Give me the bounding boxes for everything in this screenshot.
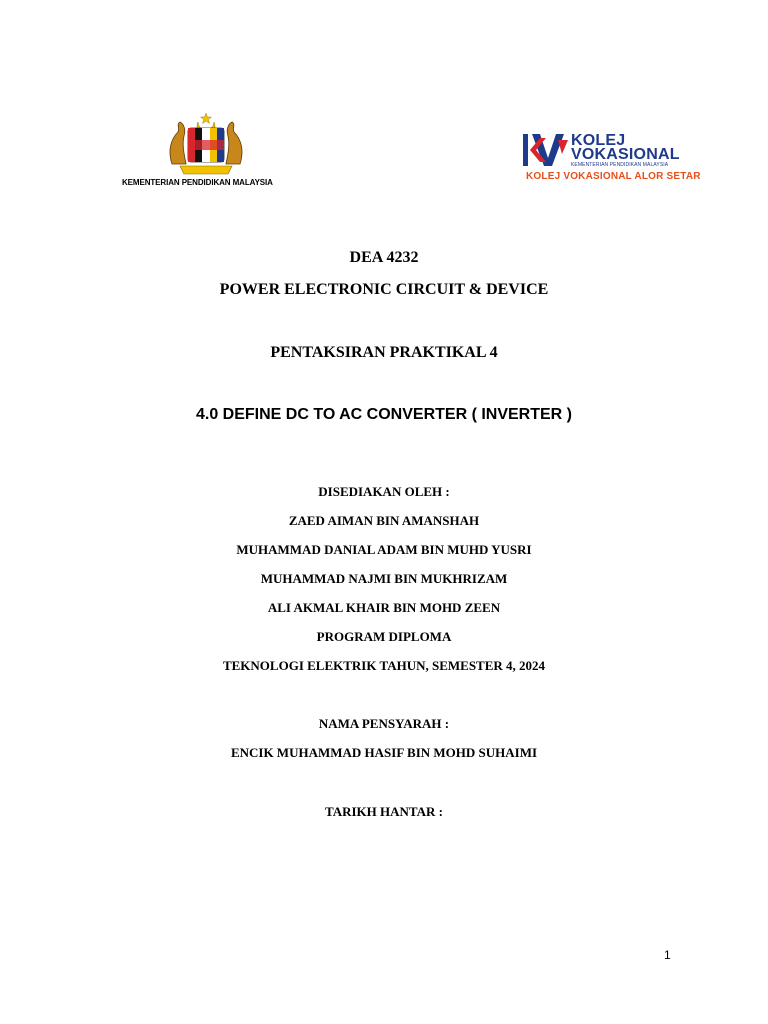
coat-of-arms-icon xyxy=(162,112,250,176)
course-name: POWER ELECTRONIC CIRCUIT & DEVICE xyxy=(219,281,549,298)
program-details: TEKNOLOGI ELEKTRIK TAHUN, SEMESTER 4, 2024 xyxy=(222,658,546,673)
member-name: ALI AKMAL KHAIR BIN MOHD ZEEN xyxy=(267,600,501,615)
course-code: DEA 4232 xyxy=(349,249,419,266)
lecturer-heading: NAMA PENSYARAH : xyxy=(318,716,450,731)
assessment-title: PENTAKSIRAN PRAKTIKAL 4 xyxy=(270,344,498,361)
ministry-caption: KEMENTERIAN PENDIDIKAN MALAYSIA xyxy=(122,178,273,187)
member-name: MUHAMMAD NAJMI BIN MUKHRIZAM xyxy=(260,571,508,586)
program-name: PROGRAM DIPLOMA xyxy=(316,629,452,644)
member-name: ZAED AIMAN BIN AMANSHAH xyxy=(288,513,480,528)
ministry-logo xyxy=(122,112,292,192)
topic-title: 4.0 DEFINE DC TO AC CONVERTER ( INVERTER ) xyxy=(195,406,573,423)
kv-campus-name: KOLEJ VOKASIONAL ALOR SETAR xyxy=(526,171,701,182)
submission-date-heading: TARIKH HANTAR : xyxy=(325,804,443,819)
kv-mark-icon xyxy=(522,132,570,168)
kv-brand-line-1: KOLEJ xyxy=(571,132,626,149)
prepared-by-heading: DISEDIAKAN OLEH : xyxy=(318,484,450,499)
kv-brand-line-2: VOKASIONAL xyxy=(571,146,680,163)
kv-subline: KEMENTERIAN PENDIDIKAN MALAYSIA xyxy=(571,162,669,168)
kolej-vokasional-logo xyxy=(522,128,700,188)
page-number: 1 xyxy=(664,948,671,962)
member-name: MUHAMMAD DANIAL ADAM BIN MUHD YUSRI xyxy=(236,542,532,557)
lecturer-name: ENCIK MUHAMMAD HASIF BIN MOHD SUHAIMI xyxy=(230,745,538,760)
